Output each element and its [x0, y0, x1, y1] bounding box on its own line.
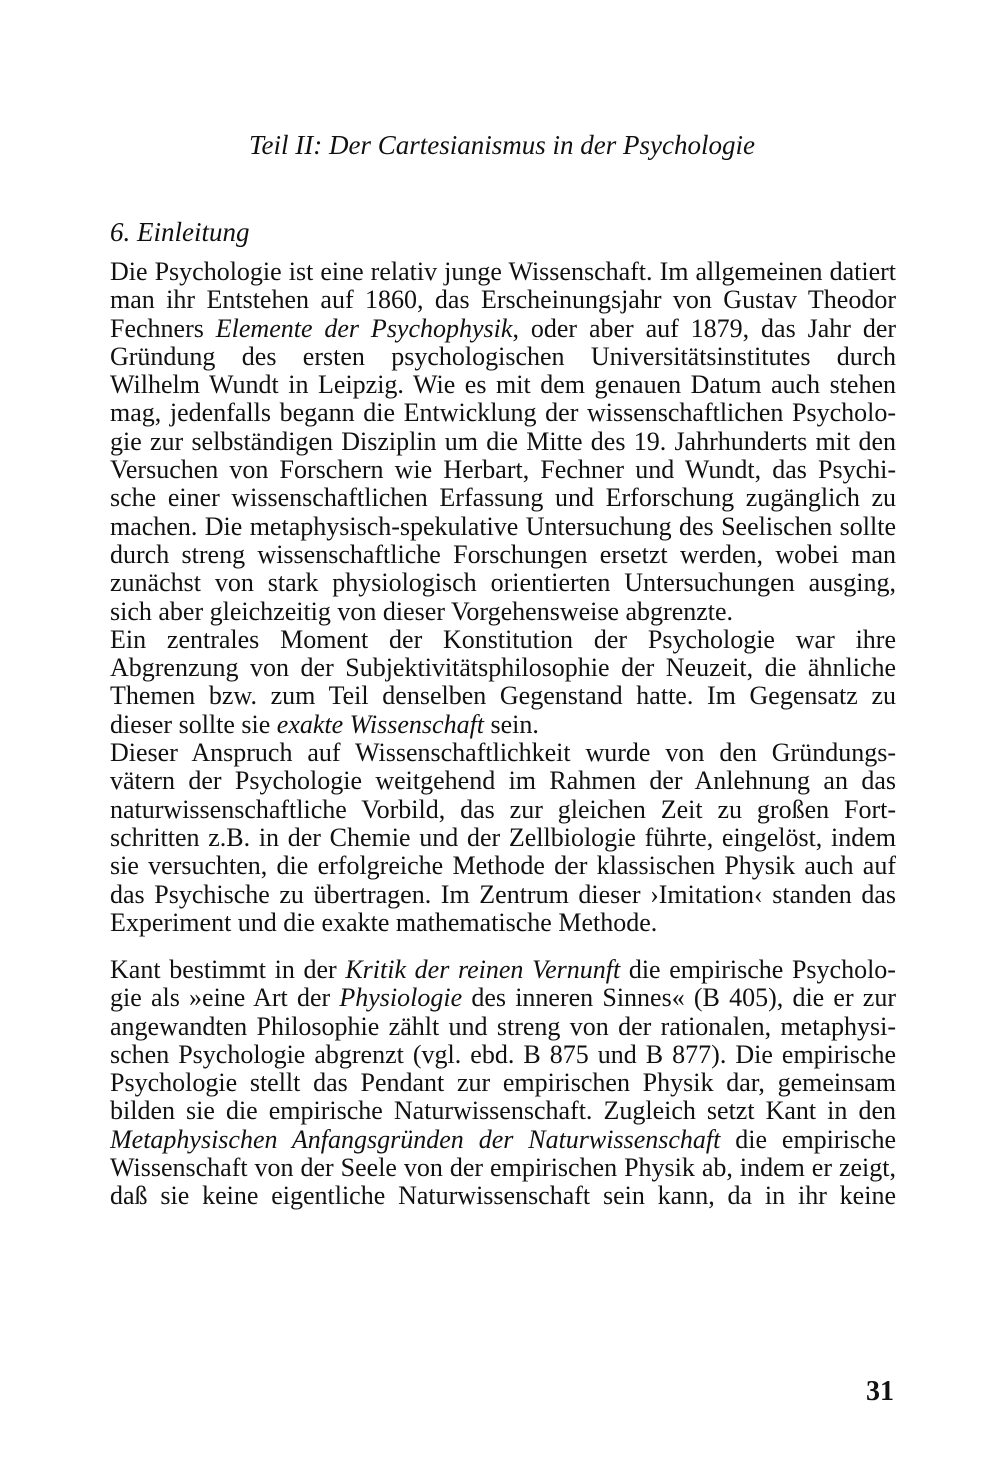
text-run: bilden sie die empirische Naturwissenschaft. Zugleich setzt Kant in den — [110, 1097, 896, 1126]
text-line — [110, 428, 896, 456]
text-run: Gründung des ersten psychologischen Universitätsinstitutes durch — [110, 342, 896, 371]
text-line — [110, 682, 896, 710]
text-run: gie als »eine Art der — [110, 984, 340, 1013]
text-line — [110, 767, 896, 795]
text-line — [110, 569, 896, 597]
text-line — [110, 456, 896, 484]
text-run: Ein zentrales Moment der Konstitution der Psychologie war ihre — [110, 625, 896, 654]
text-run: schritten z.B. in der Chemie und der Zellbiologie führte, eingelöst, indem — [110, 823, 896, 852]
text-line — [110, 984, 896, 1012]
text-run: gie zur selbständigen Disziplin um die Mitte des 19. Jahrhunderts mit den — [110, 427, 896, 456]
text-line — [110, 654, 896, 682]
text-run: zunächst von stark physiologisch orientierten Untersuchungen ausging, — [110, 569, 896, 598]
text-run: vätern der Psychologie weitgehend im Rahmen der Anlehnung an das — [110, 767, 896, 796]
text-run: Kant bestimmt in der — [110, 956, 346, 984]
text-line — [110, 1182, 896, 1210]
text-line — [110, 541, 896, 569]
text-line — [110, 711, 896, 739]
text-line — [110, 513, 896, 541]
text-line — [110, 956, 896, 984]
text-run: Die Psychologie ist eine relativ junge Wissenschaft. Im allgemeinen datiert — [110, 258, 896, 286]
italic-text: Physiologie — [339, 984, 463, 1013]
text-run: Themen bzw. zum Teil denselben Gegenstand hatte. Im Gegensatz zu — [110, 682, 896, 711]
text-line — [110, 739, 896, 767]
text-line — [110, 1041, 896, 1069]
text-run: die empirische Psycholo- — [620, 956, 896, 984]
text-line — [110, 343, 896, 371]
text-line — [110, 371, 896, 399]
text-run: Wissenschaft von der Seele von der empirischen Physik ab, indem er zeigt, — [110, 1154, 896, 1183]
text-line — [110, 626, 896, 654]
text-line — [110, 1154, 896, 1182]
section-heading: 6. Einleitung — [110, 217, 250, 247]
text-line — [110, 1126, 896, 1154]
text-line — [110, 315, 896, 343]
text-line — [110, 796, 896, 824]
text-run: sich aber gleichzeitig von dieser Vorgehensweise abgrenzte. — [110, 597, 734, 626]
paragraph-block-1 — [110, 258, 896, 937]
text-run: das Psychische zu übertragen. Im Zentrum dieser ›Imitation‹ standen das — [110, 880, 896, 909]
text-run: Fechners — [110, 314, 216, 343]
text-line — [110, 1097, 896, 1125]
text-run: Abgrenzung von der Subjektivitätsphilosophie der Neuzeit, die ähnliche — [110, 654, 896, 683]
italic-text: exakte Wissenschaft — [276, 710, 485, 739]
text-line — [110, 824, 896, 852]
text-run: naturwissenschaftliche Vorbild, das zur gleichen Zeit zu großen Fort- — [110, 795, 896, 824]
text-run: Dieser Anspruch auf Wissenschaftlichkeit wurde von den Gründungs- — [110, 739, 896, 768]
text-run: daß sie keine eigentliche Naturwissenschaft sein kann, da in ihr keine — [110, 1182, 896, 1211]
running-head: Teil II: Der Cartesianismus in der Psychologie — [249, 130, 755, 160]
text-line — [110, 286, 896, 314]
text-run: schen Psychologie abgrenzt (vgl. ebd. B 875 und B 877). Die empirische — [110, 1040, 896, 1069]
text-line — [110, 598, 896, 626]
text-run: dieser sollte sie — [110, 710, 277, 739]
text-line — [110, 484, 896, 512]
text-run: Wilhelm Wundt in Leipzig. Wie es mit dem genauen Datum auch stehen — [110, 371, 896, 400]
text-run: Psychologie stellt das Pendant zur empirischen Physik dar, gemeinsam — [110, 1069, 896, 1098]
paragraph-block-2 — [110, 956, 896, 1211]
italic-text: Kritik der reinen Vernunft — [345, 956, 621, 984]
text-run: die empirische — [720, 1125, 896, 1154]
text-run: man ihr Entstehen auf 1860, das Erscheinungsjahr von Gustav Theodor — [110, 286, 896, 315]
text-run: sche einer wissenschaftlichen Erfassung und Erforschung zugänglich zu — [110, 484, 896, 513]
text-run: machen. Die metaphysisch-spekulative Untersuchung des Seelischen sollte — [110, 512, 896, 541]
text-run: , oder aber auf 1879, das Jahr der — [512, 314, 896, 343]
text-run: angewandten Philosophie zählt und streng von der rationalen, metaphysi- — [110, 1012, 896, 1041]
text-line — [110, 258, 896, 286]
text-run: Experiment und die exakte mathematische Methode. — [110, 908, 658, 937]
italic-text: Elemente der Psychophysik — [215, 314, 513, 343]
text-run: durch streng wissenschaftliche Forschungen ersetzt werden, wobei man — [110, 540, 896, 569]
text-line — [110, 909, 896, 937]
text-run: Versuchen von Forschern wie Herbart, Fechner und Wundt, das Psychi- — [110, 456, 896, 485]
page-number: 31 — [866, 1376, 894, 1407]
text-line — [110, 1069, 896, 1097]
text-run: mag, jedenfalls begann die Entwicklung der wissenschaftlichen Psycholo- — [110, 399, 896, 428]
text-line — [110, 881, 896, 909]
text-line — [110, 399, 896, 427]
text-run: sie versuchten, die erfolgreiche Methode der klassischen Physik auch auf — [110, 852, 896, 881]
italic-text: Metaphysischen Anfangsgründen der Naturwissenschaft — [110, 1125, 721, 1154]
text-run: sein. — [484, 710, 539, 739]
text-run: des inneren Sinnes« (B 405), die er zur — [462, 984, 896, 1013]
text-line — [110, 1013, 896, 1041]
text-line — [110, 852, 896, 880]
